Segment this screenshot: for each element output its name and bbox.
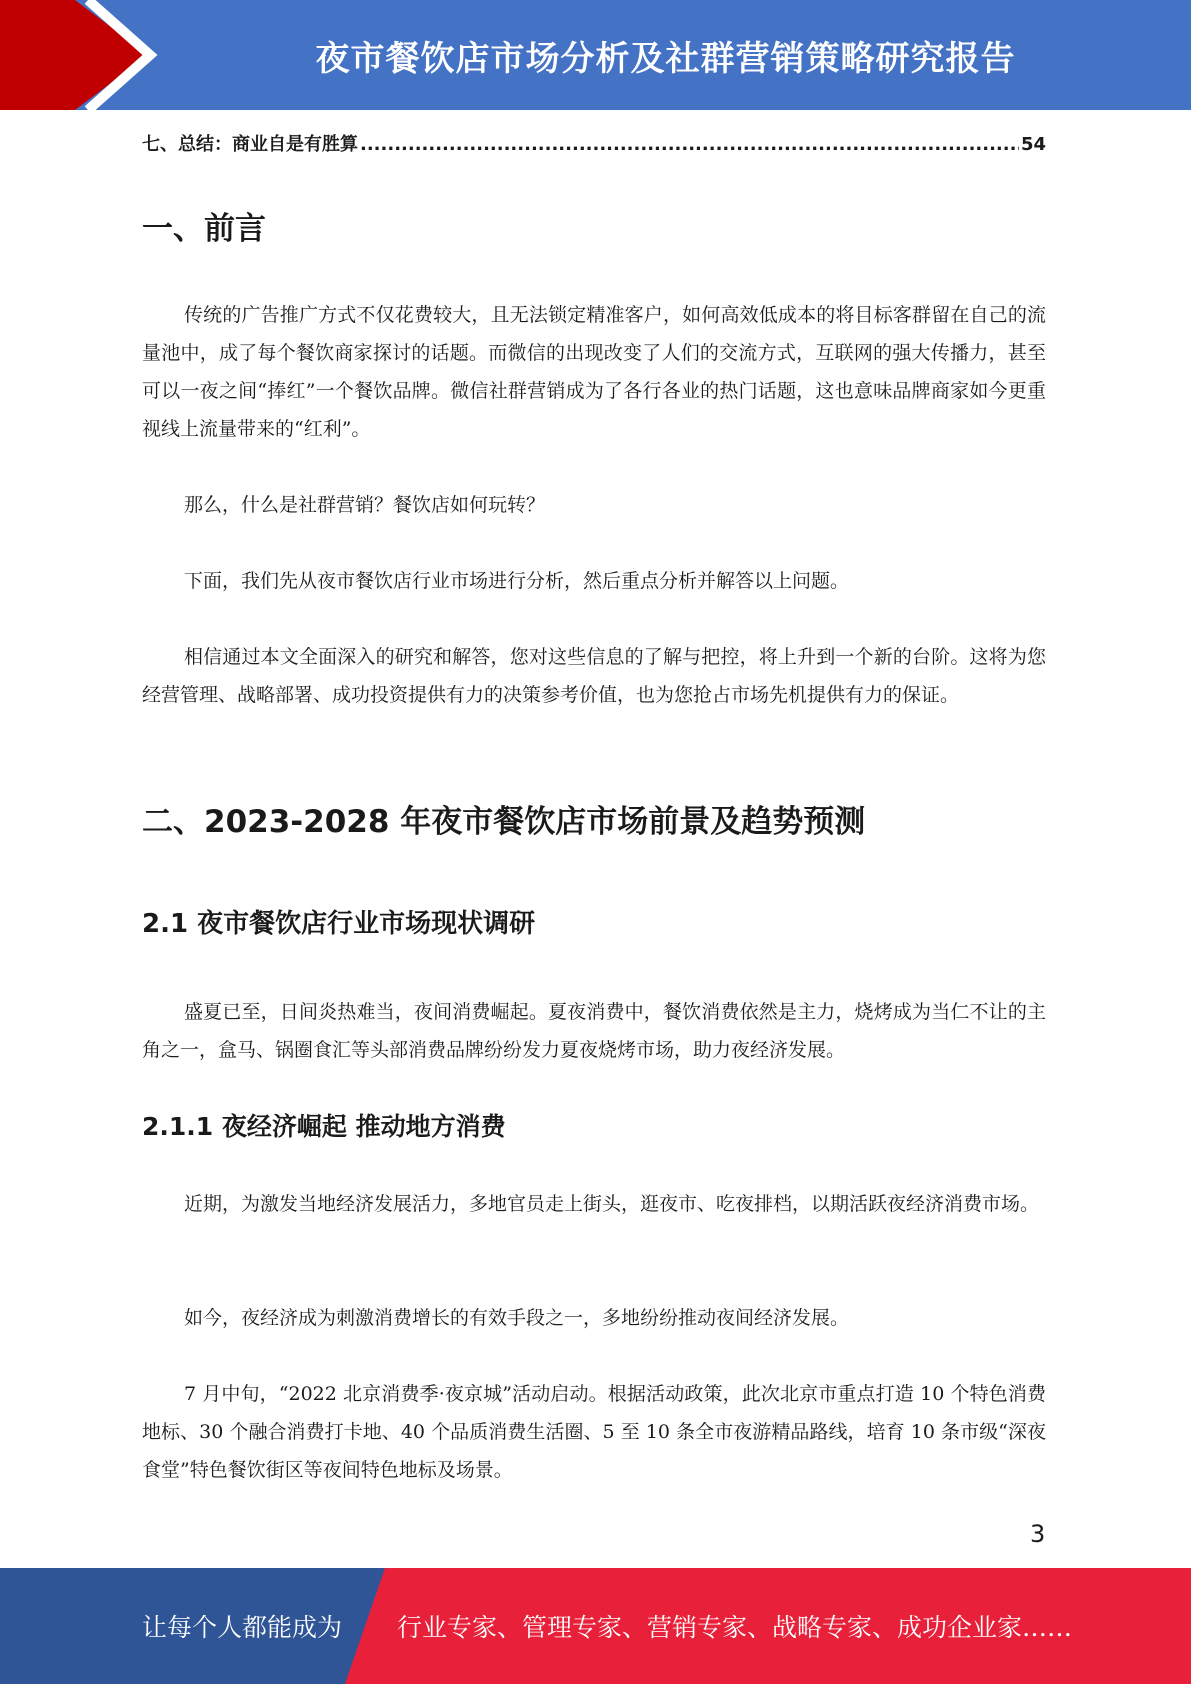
section-heading-forecast: 二、2023-2028 年夜市餐饮店市场前景及趋势预测 bbox=[142, 804, 866, 840]
toc-entry-label: 七、总结：商业自是有胜算 bbox=[142, 134, 358, 155]
paragraph: 近期，为激发当地经济发展活力，多地官员走上街头，逛夜市、吃夜排档，以期活跃夜经济消费市场。 bbox=[184, 1193, 1040, 1215]
header-red-chevron bbox=[0, 0, 148, 110]
footer-slogan-right: 行业专家、管理专家、营销专家、战略专家、成功企业家…… bbox=[397, 1613, 1073, 1642]
paragraph: 下面，我们先从夜市餐饮店行业市场进行分析，然后重点分析并解答以上问题。 bbox=[184, 570, 850, 592]
paragraph: 7 月中旬，“2022 北京消费季·夜京城”活动启动。根据活动政策，此次北京市重点打造 10 个特色消费地标、30 个融合消费打卡地、40 个品质消费生活圈、5 至 10 条全市夜游精品路线，培育 10 条市级“深夜食堂”特色餐饮街区等夜间特色地标及场景。 bbox=[142, 1383, 1046, 1481]
paragraph: 盛夏已至，日间炎热难当，夜间消费崛起。夏夜消费中，餐饮消费依然是主力，烧烤成为当仁不让的主角之一，盒马、锅圈食汇等头部消费品牌纷纷发力夏夜烧烤市场，助力夜经济发展。 bbox=[142, 1001, 1046, 1061]
section-heading-preface: 一、前言 bbox=[142, 211, 266, 247]
paragraph: 那么，什么是社群营销？餐饮店如何玩转？ bbox=[184, 494, 546, 516]
subsection-heading-market-status: 2.1 夜市餐饮店行业市场现状调研 bbox=[142, 909, 536, 939]
toc-entry[interactable] bbox=[142, 130, 1046, 156]
page-number: 3 bbox=[1030, 1520, 1046, 1548]
page-header bbox=[0, 0, 1191, 110]
paragraph: 传统的广告推广方式不仅花费较大，且无法锁定精准客户，如何高效低成本的将目标客群留在自己的流量池中，成了每个餐饮商家探讨的话题。而微信的出现改变了人们的交流方式，互联网的强大传播力，甚至可以一夜之间“捧红”一个餐饮品牌。微信社群营销成为了各行各业的热门话题，这也意味品牌商家如今更重视线上流量带来的“红利”。 bbox=[142, 304, 1046, 440]
page-footer bbox=[0, 1568, 1191, 1684]
toc-entry-page: 54 bbox=[1020, 134, 1046, 155]
paragraph: 相信通过本文全面深入的研究和解答，您对这些信息的了解与把控，将上升到一个新的台阶。这将为您经营管理、战略部署、成功投资提供有力的决策参考价值，也为您抢占市场先机提供有力的保证。 bbox=[142, 646, 1046, 706]
paragraph: 如今，夜经济成为刺激消费增长的有效手段之一，多地纷纷推动夜间经济发展。 bbox=[184, 1307, 850, 1329]
footer-slogan-left: 让每个人都能成为 bbox=[142, 1613, 343, 1642]
report-title: 夜市餐饮店市场分析及社群营销策略研究报告 bbox=[315, 38, 1016, 79]
toc-dot-leader bbox=[360, 134, 1019, 155]
subsubsection-heading-night-economy: 2.1.1 夜经济崛起 推动地方消费 bbox=[142, 1112, 506, 1141]
